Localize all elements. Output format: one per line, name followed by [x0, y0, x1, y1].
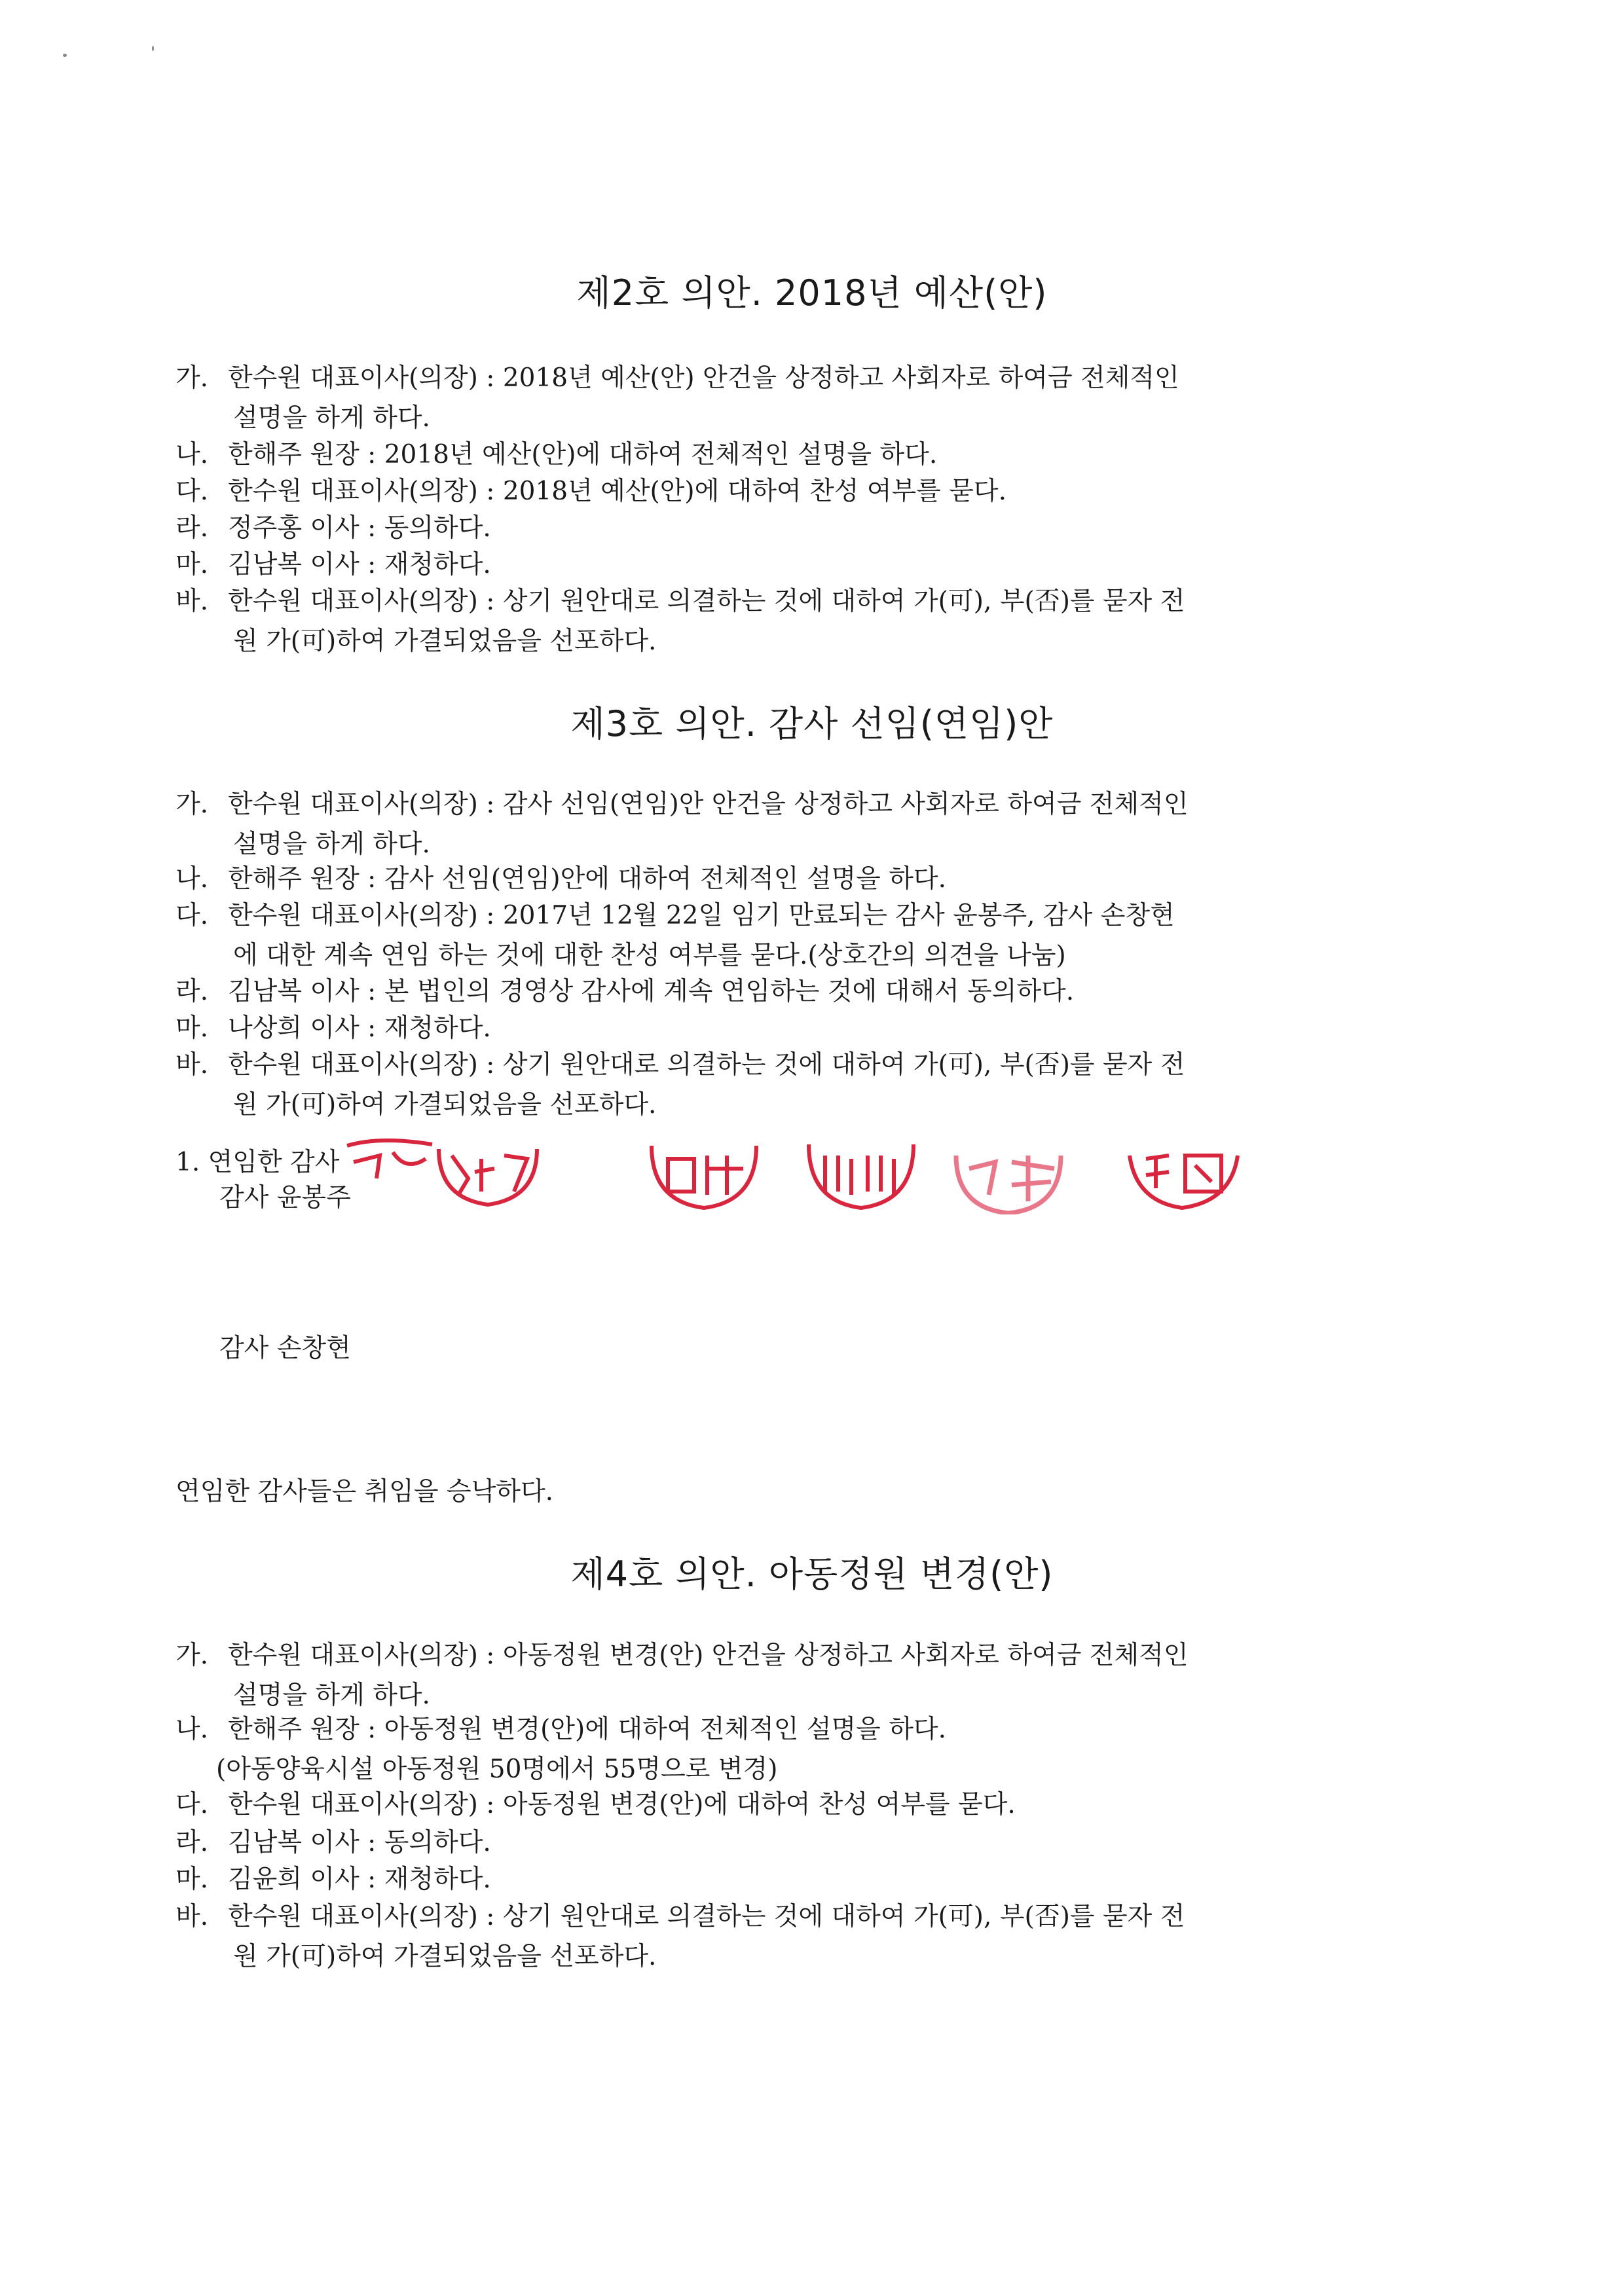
seal-stamp-3: [645, 1139, 763, 1211]
item-marker: 다.: [175, 1790, 209, 1819]
item-text: 김남복 이사 : 동의하다.: [228, 1828, 491, 1857]
item-continuation: 설명을 하게 하다.: [233, 403, 430, 433]
item-text: 한수원 대표이사(의장) : 아동정원 변경(안)에 대하여 찬성 여부를 묻다.: [228, 1790, 1016, 1819]
section-2-title: 제2호 의안. 2018년 예산(안): [576, 272, 1048, 314]
s2-item-ma: [175, 545, 1459, 585]
item-text: 한수원 대표이사(의장) : 2018년 예산(안) 안건을 상정하고 사회자로 하여금 전체적인: [228, 363, 1179, 393]
item-marker: 가.: [175, 790, 209, 819]
item-text: 김남복 이사 : 본 법인의 경영상 감사에 계속 연임하는 것에 대해서 동의하다.: [228, 977, 1075, 1006]
s2-item-da: [175, 471, 1459, 511]
s2-item-na: [175, 435, 1459, 475]
item-marker: 마.: [175, 1013, 209, 1043]
seal-stamp-1: [341, 1133, 439, 1192]
s4-item-ra: [175, 1823, 1459, 1863]
item-text: 한수원 대표이사(의장) : 상기 원안대로 의결하는 것에 대하여 가(可), 부(否)를 묻자 전: [228, 1050, 1185, 1080]
s3-item-ma: [175, 1008, 1459, 1048]
acceptance-statement: 연임한 감사들은 취임을 승낙하다.: [175, 1477, 554, 1506]
s2-item-ba: [175, 581, 1459, 661]
auditor-name-2: 감사 손창현: [219, 1334, 351, 1363]
s3-item-ba: [175, 1045, 1459, 1125]
seal-stamp-4: [802, 1139, 920, 1211]
item-continuation: 설명을 하게 하다.: [233, 1681, 430, 1710]
item-marker: 다.: [175, 901, 209, 930]
item-text: 나상희 이사 : 재청하다.: [228, 1013, 491, 1043]
item-text: 한해주 원장 : 감사 선임(연임)안에 대하여 전체적인 설명을 하다.: [228, 864, 946, 894]
item-text: 한수원 대표이사(의장) : 상기 원안대로 의결하는 것에 대하여 가(可), 부(否)를 묻자 전: [228, 1902, 1185, 1931]
item-marker: 가.: [175, 363, 209, 393]
s3-item-da: [175, 896, 1459, 975]
seal-stamp-5: [950, 1142, 1067, 1214]
item-text: 한수원 대표이사(의장) : 아동정원 변경(안) 안건을 상정하고 사회자로 하여금 전체적인: [228, 1641, 1189, 1670]
s2-item-ra: [175, 508, 1459, 548]
item-continuation: 원 가(可)하여 가결되었음을 선포하다.: [233, 1942, 657, 1971]
section-4-title: 제4호 의안. 아동정원 변경(안): [570, 1554, 1054, 1595]
item-subnote: (아동양육시설 아동정원 50명에서 55명으로 변경): [216, 1755, 778, 1784]
item-marker: 나.: [175, 440, 209, 469]
item-marker: 마.: [175, 1865, 209, 1894]
seal-stamp-2: [429, 1139, 547, 1211]
item-continuation: 에 대한 계속 연임 하는 것에 대한 찬성 여부를 묻다.(상호간의 의견을 나눔): [233, 941, 1066, 970]
item-text: 한수원 대표이사(의장) : 상기 원안대로 의결하는 것에 대하여 가(可), 부(否)를 묻자 전: [228, 587, 1185, 616]
item-continuation: 원 가(可)하여 가결되었음을 선포하다.: [233, 627, 657, 656]
item-marker: 가.: [175, 1641, 209, 1670]
s4-item-da: [175, 1785, 1459, 1825]
item-marker: 다.: [175, 477, 209, 506]
s3-item-ga: [175, 784, 1459, 864]
item-text: 정주홍 이사 : 동의하다.: [228, 513, 491, 543]
scan-speck: [63, 54, 67, 57]
s4-item-ba: [175, 1897, 1459, 1977]
item-marker: 라.: [175, 1828, 209, 1857]
item-marker: 바.: [175, 587, 209, 616]
item-marker: 바.: [175, 1902, 209, 1931]
item-text: 한수원 대표이사(의장) : 2018년 예산(안)에 대하여 찬성 여부를 묻다.: [228, 477, 1007, 506]
item-text: 한수원 대표이사(의장) : 2017년 12월 22일 임기 만료되는 감사 윤봉주, 감사 손창현: [228, 901, 1175, 930]
item-marker: 나.: [175, 864, 209, 894]
s3-item-na: [175, 859, 1459, 899]
item-marker: 나.: [175, 1715, 209, 1744]
item-marker: 라.: [175, 513, 209, 543]
s4-item-ga: [175, 1635, 1459, 1715]
item-text: 한수원 대표이사(의장) : 감사 선임(연임)안 안건을 상정하고 사회자로 하여금 전체적인: [228, 790, 1189, 819]
s3-item-ra: [175, 972, 1459, 1011]
item-text: 김남복 이사 : 재청하다.: [228, 550, 491, 579]
section-3-title: 제3호 의안. 감사 선임(연임)안: [570, 703, 1054, 744]
scan-speck: [152, 46, 154, 51]
item-marker: 마.: [175, 550, 209, 579]
item-marker: 라.: [175, 977, 209, 1006]
s4-item-ma: [175, 1859, 1459, 1899]
auditor-name-1: 감사 윤봉주: [219, 1183, 351, 1212]
seal-stamp-6: [1123, 1139, 1241, 1211]
item-text: 한해주 원장 : 2018년 예산(안)에 대하여 전체적인 설명을 하다.: [228, 440, 938, 469]
item-marker: 바.: [175, 1050, 209, 1080]
item-text: 김윤희 이사 : 재청하다.: [228, 1865, 491, 1894]
item-continuation: 설명을 하게 하다.: [233, 829, 430, 859]
item-text: 한해주 원장 : 아동정원 변경(안)에 대하여 전체적인 설명을 하다.: [228, 1715, 946, 1744]
item-continuation: 원 가(可)하여 가결되었음을 선포하다.: [233, 1090, 657, 1120]
s4-item-na: [175, 1709, 1459, 1789]
auditor-list-heading: 1. 연임한 감사: [175, 1148, 340, 1177]
s2-item-ga: [175, 358, 1459, 438]
